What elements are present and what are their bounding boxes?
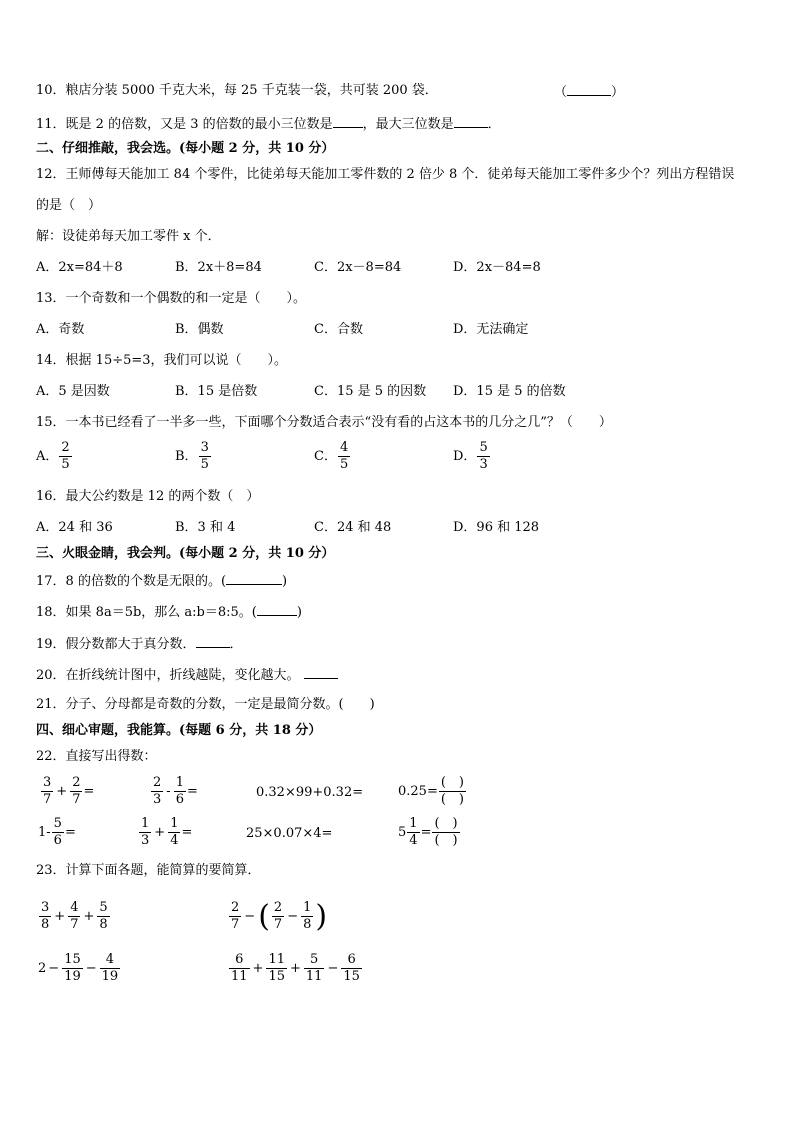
q15-option-a[interactable]: A． $\frac{2}{5}$: [36, 440, 70, 472]
question-16: 16．最大公约数是 12 的两个数（ ）: [36, 489, 260, 504]
q16-option-d[interactable]: D．96 和 128: [453, 520, 540, 535]
q13-option-c[interactable]: C．合数: [314, 322, 363, 337]
section-3-heading: 三、火眼金睛，我会判。(每小题 2 分，共 10 分）: [36, 546, 335, 561]
answer-denominator[interactable]: ( ): [440, 792, 464, 807]
section-4-heading: 四、细心审题，我能算。(每题 6 分，共 18 分）: [36, 723, 322, 738]
question-15: 15．一本书已经看了一半多一些，下面哪个分数适合表示“没有看的占这本书的几分之几”？（ ）: [36, 415, 612, 430]
q15-option-c[interactable]: C． $\frac{4}{5}$: [314, 440, 349, 472]
answer-blank-min[interactable]: [333, 114, 363, 128]
question-18: 18．如果 8a＝5b，那么 a:b＝8:5。( ): [36, 602, 302, 622]
q14-option-c[interactable]: C．15 是 5 的因数: [314, 384, 427, 399]
q23-expr-4: $\frac{6}{11}$ + $\frac{11}{15}$ + $\frac{5}{11}$ − $\frac{6}{15}$: [231, 952, 360, 984]
q22-expr-6: $\frac{1}{3}$ + $\frac{1}{4}$ =: [141, 816, 193, 848]
question-22: 22．直接写出得数：: [36, 749, 157, 764]
section-2-heading: 二、仔细推敲，我会选。(每小题 2 分，共 10 分）: [36, 141, 335, 156]
q14-option-b[interactable]: B．15 是倍数: [175, 384, 258, 399]
q16-option-c[interactable]: C．24 和 48: [314, 520, 392, 535]
q22-expr-8: 5 $\frac{1}{4}$ = $\frac{( )}{( )}$: [398, 816, 458, 848]
question-12-line1: 12．王师傅每天能加工 84 个零件，比徒弟每天能加工零件数的 2 倍少 8 个．徒弟每天能加工零件多少个？列出方程错误: [36, 167, 735, 182]
question-19: 19．假分数都大于真分数． ．: [36, 634, 243, 654]
question-23: 23．计算下面各题，能简算的要简算．: [36, 863, 261, 878]
q12-option-c[interactable]: C．2x－8=84: [314, 260, 402, 275]
q22-expr-4: 0.25= $\frac{( )}{( )}$: [398, 775, 464, 807]
answer-blank[interactable]: [257, 602, 297, 616]
q14-option-d[interactable]: D．15 是 5 的倍数: [453, 384, 566, 399]
question-10: 10．粮店分装 5000 千克大米，每 25 千克装一袋，共可装 200 袋．: [36, 83, 438, 98]
q22-expr-5: 1- $\frac{5}{6}$ =: [38, 816, 76, 848]
answer-numerator[interactable]: ( ): [440, 775, 464, 790]
answer-blank-max[interactable]: [454, 114, 488, 128]
question-17: 17．8 的倍数的个数是无限的。( ): [36, 571, 287, 591]
q12-option-a[interactable]: A．2x=84＋8: [36, 260, 123, 275]
question-20: 20．在折线统计图中，折线越陡，变化越大。: [36, 665, 338, 685]
answer-blank[interactable]: [304, 665, 338, 679]
question-12-solution: 解：设徒弟每天加工零件 x 个．: [36, 229, 221, 244]
q16-option-b[interactable]: B．3 和 4: [175, 520, 236, 535]
q15-option-d[interactable]: D． $\frac{5}{3}$: [453, 440, 488, 472]
question-14: 14．根据 15÷5=3，我们可以说（ ）。: [36, 353, 288, 368]
q13-option-d[interactable]: D．无法确定: [453, 322, 529, 337]
question-12-line2: 的是（ ）: [36, 198, 102, 213]
answer-numerator[interactable]: ( ): [434, 816, 458, 831]
answer-denominator[interactable]: ( ): [434, 833, 458, 848]
answer-blank[interactable]: [196, 634, 230, 648]
q14-option-a[interactable]: A．5 是因数: [36, 384, 110, 399]
q13-option-a[interactable]: A．奇数: [36, 322, 85, 337]
q23-expr-2: $\frac{2}{7}$ − ( $\frac{2}{7}$ − $\frac{1}{8}$ ): [231, 898, 328, 934]
answer-blank[interactable]: [567, 82, 611, 96]
answer-blank[interactable]: [226, 571, 282, 585]
question-13: 13．一个奇数和一个偶数的和一定是（ ）。: [36, 291, 307, 306]
q23-expr-3: 2 − $\frac{15}{19}$ − $\frac{4}{19}$: [38, 952, 119, 984]
q12-option-d[interactable]: D．2x－84=8: [453, 260, 541, 275]
question-11: 11．既是 2 的倍数，又是 3 的倍数的最小三位数是 ，最大三位数是 ．: [36, 114, 501, 134]
q22-expr-2: $\frac{2}{3}$ - $\frac{1}{6}$ =: [153, 775, 198, 807]
q15-option-b[interactable]: B． $\frac{3}{5}$: [175, 440, 209, 472]
q13-option-b[interactable]: B．偶数: [175, 322, 224, 337]
q22-expr-1: $\frac{3}{7}$ + $\frac{2}{7}$ =: [43, 775, 95, 807]
q12-option-b[interactable]: B．2x＋8=84: [175, 260, 262, 275]
answer-paren-q10: （ ）: [554, 82, 624, 102]
question-21: 21．分子、分母都是奇数的分数，一定是最简分数。( ): [36, 697, 375, 712]
q22-expr-3: 0.32×99+0.32=: [256, 785, 364, 800]
q16-option-a[interactable]: A．24 和 36: [36, 520, 113, 535]
q22-expr-7: 25×0.07×4=: [246, 826, 333, 841]
q23-expr-1: $\frac{3}{8}$ + $\frac{4}{7}$ + $\frac{5}{8}$: [41, 900, 108, 932]
